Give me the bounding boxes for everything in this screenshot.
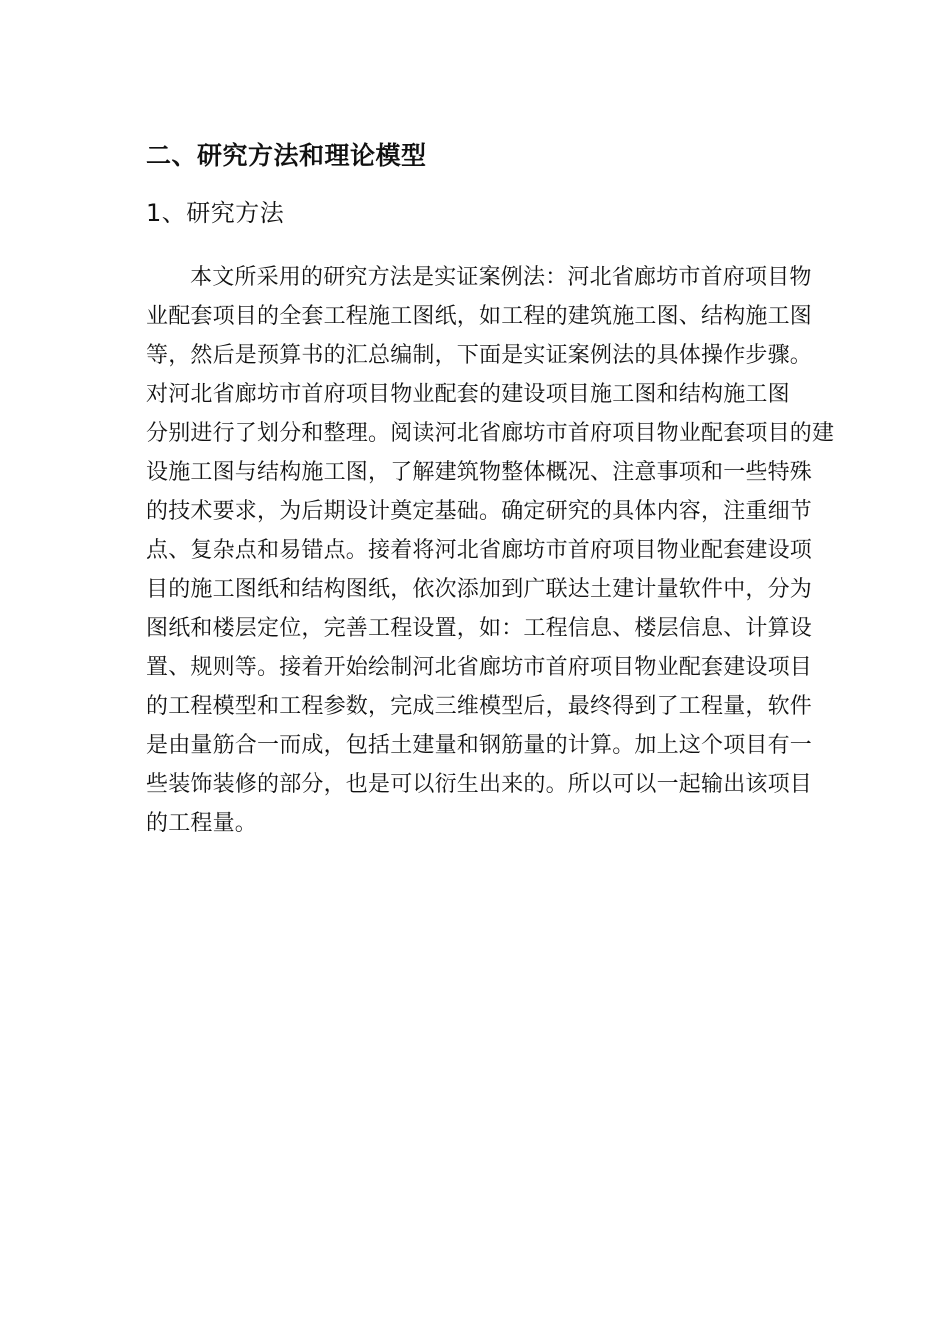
section-heading: 二、研究方法和理论模型 (146, 141, 427, 170)
body-paragraph (146, 258, 835, 843)
paragraph-line: 设施工图与结构施工图，了解建筑物整体概况、注意事项和一些特殊 (146, 460, 813, 485)
paragraph-line: 的工程量。 (146, 811, 258, 836)
paragraph-line: 的技术要求，为后期设计奠定基础。确定研究的具体内容，注重细节 (146, 499, 813, 524)
paragraph-line: 置、规则等。接着开始绘制河北省廊坊市首府项目物业配套建设项目 (146, 655, 813, 680)
paragraph-line: 是由量筋合一而成，包括土建量和钢筋量的计算。加上这个项目有一 (146, 733, 813, 758)
paragraph-line: 分别进行了划分和整理。阅读河北省廊坊市首府项目物业配套项目的建 (146, 421, 835, 446)
paragraph-line: 本文所采用的研究方法是实证案例法：河北省廊坊市首府项目物 (190, 265, 812, 290)
paragraph-line: 点、复杂点和易错点。接着将河北省廊坊市首府项目物业配套建设项 (146, 538, 813, 563)
paragraph-line: 的工程模型和工程参数，完成三维模型后，最终得到了工程量，软件 (146, 694, 813, 719)
paragraph-line: 业配套项目的全套工程施工图纸，如工程的建筑施工图、结构施工图 (146, 304, 813, 329)
paragraph-line: 等，然后是预算书的汇总编制，下面是实证案例法的具体操作步骤。 (146, 343, 813, 368)
paragraph-line: 目的施工图纸和结构图纸，依次添加到广联达土建计量软件中，分为 (146, 577, 813, 602)
paragraph-line: 对河北省廊坊市首府项目物业配套的建设项目施工图和结构施工图 (146, 382, 790, 407)
paragraph-line: 些装饰装修的部分，也是可以衍生出来的。所以可以一起输出该项目 (146, 772, 813, 797)
subsection-heading: 1、研究方法 (146, 199, 285, 227)
paragraph-line: 图纸和楼层定位，完善工程设置，如：工程信息、楼层信息、计算设 (146, 616, 813, 641)
